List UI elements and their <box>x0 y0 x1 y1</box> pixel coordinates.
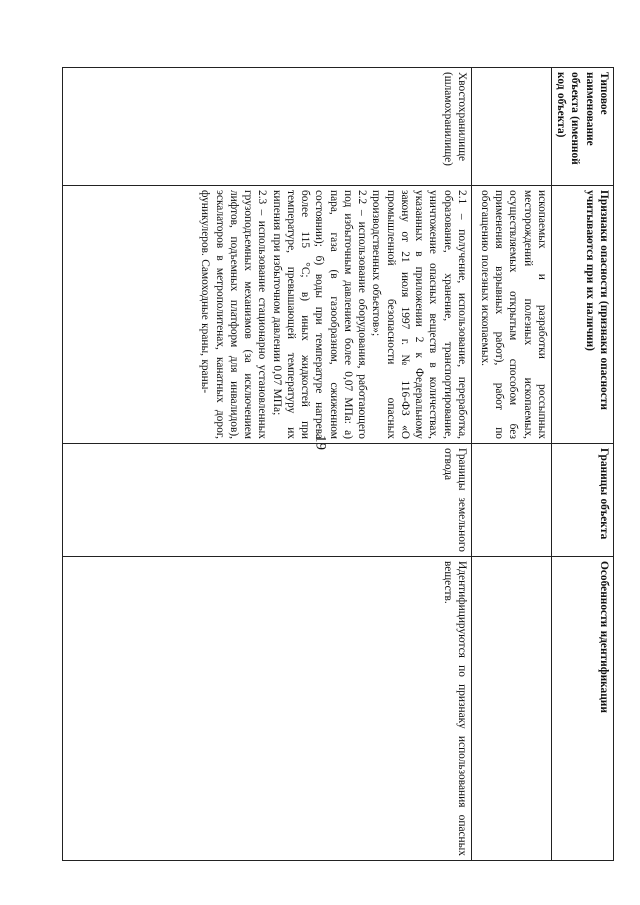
hazard-item-2-1: 2.1 – получение, использование, переработка, образование, хранение, транспортирование, уничтожение опасных веществ в количествах, указанных в приложении 2 к Федеральному закону от 21 июля 1997 г. № 116-ФЗ «О промышленной безопасности опасных производственных объектов»; <box>370 190 468 439</box>
header-object-name: Типовое наименование объекта (именной код объекта) <box>552 68 614 186</box>
hazard-item-2-3: 2.3 – использование стационарно установленных грузоподъемных механизмов (за исключением лифтов, подъемных платформ для инвалидов), эскалаторов в метрополитенах, канатных дорог, фуникулеров. Самоходные краны, краны- <box>199 190 269 439</box>
page-number: 19 <box>312 435 329 450</box>
table-row <box>472 68 552 861</box>
row1-features <box>472 557 552 861</box>
header-object-boundaries: Границы объекта <box>552 444 614 557</box>
table-container <box>62 67 614 860</box>
row2-object-name: Хвостохранилище (шламохранилище) <box>63 68 472 186</box>
row1-hazard-signs: ископаемых и разработки россыпных месторождений полезных ископаемых, осуществляемых открытым способом без применения взрывных работ), работ по обогащению полезных ископаемых. <box>472 186 552 444</box>
header-identification-features: Особенности идентификации <box>552 557 614 861</box>
table-row <box>63 68 472 861</box>
row1-boundaries <box>472 444 552 557</box>
hazard-item-2-2: 2.2 – использование оборудования, работающего под избыточным давлением более 0,07 МПа: а) пара, газа (в газообразном, сжиженном состоянии); б) воды при температуре нагрева более 115 °С; в) иных жидкостей при температуре, превышающей температуру их кипения при избыточном давлении 0,07 МПа; <box>270 190 369 439</box>
table-header-row <box>552 68 614 861</box>
row2-boundaries: Границы земельного отвода <box>63 444 472 557</box>
row1-object-name <box>472 68 552 186</box>
row2-features: Идентифицируются по признаку использования опасных веществ. <box>63 557 472 861</box>
row2-hazard-signs <box>63 186 472 444</box>
identification-table <box>62 67 614 861</box>
rotated-table <box>62 67 614 860</box>
header-hazard-signs: Признаки опасности (признаки опасности учитываются при их наличии) <box>552 186 614 444</box>
